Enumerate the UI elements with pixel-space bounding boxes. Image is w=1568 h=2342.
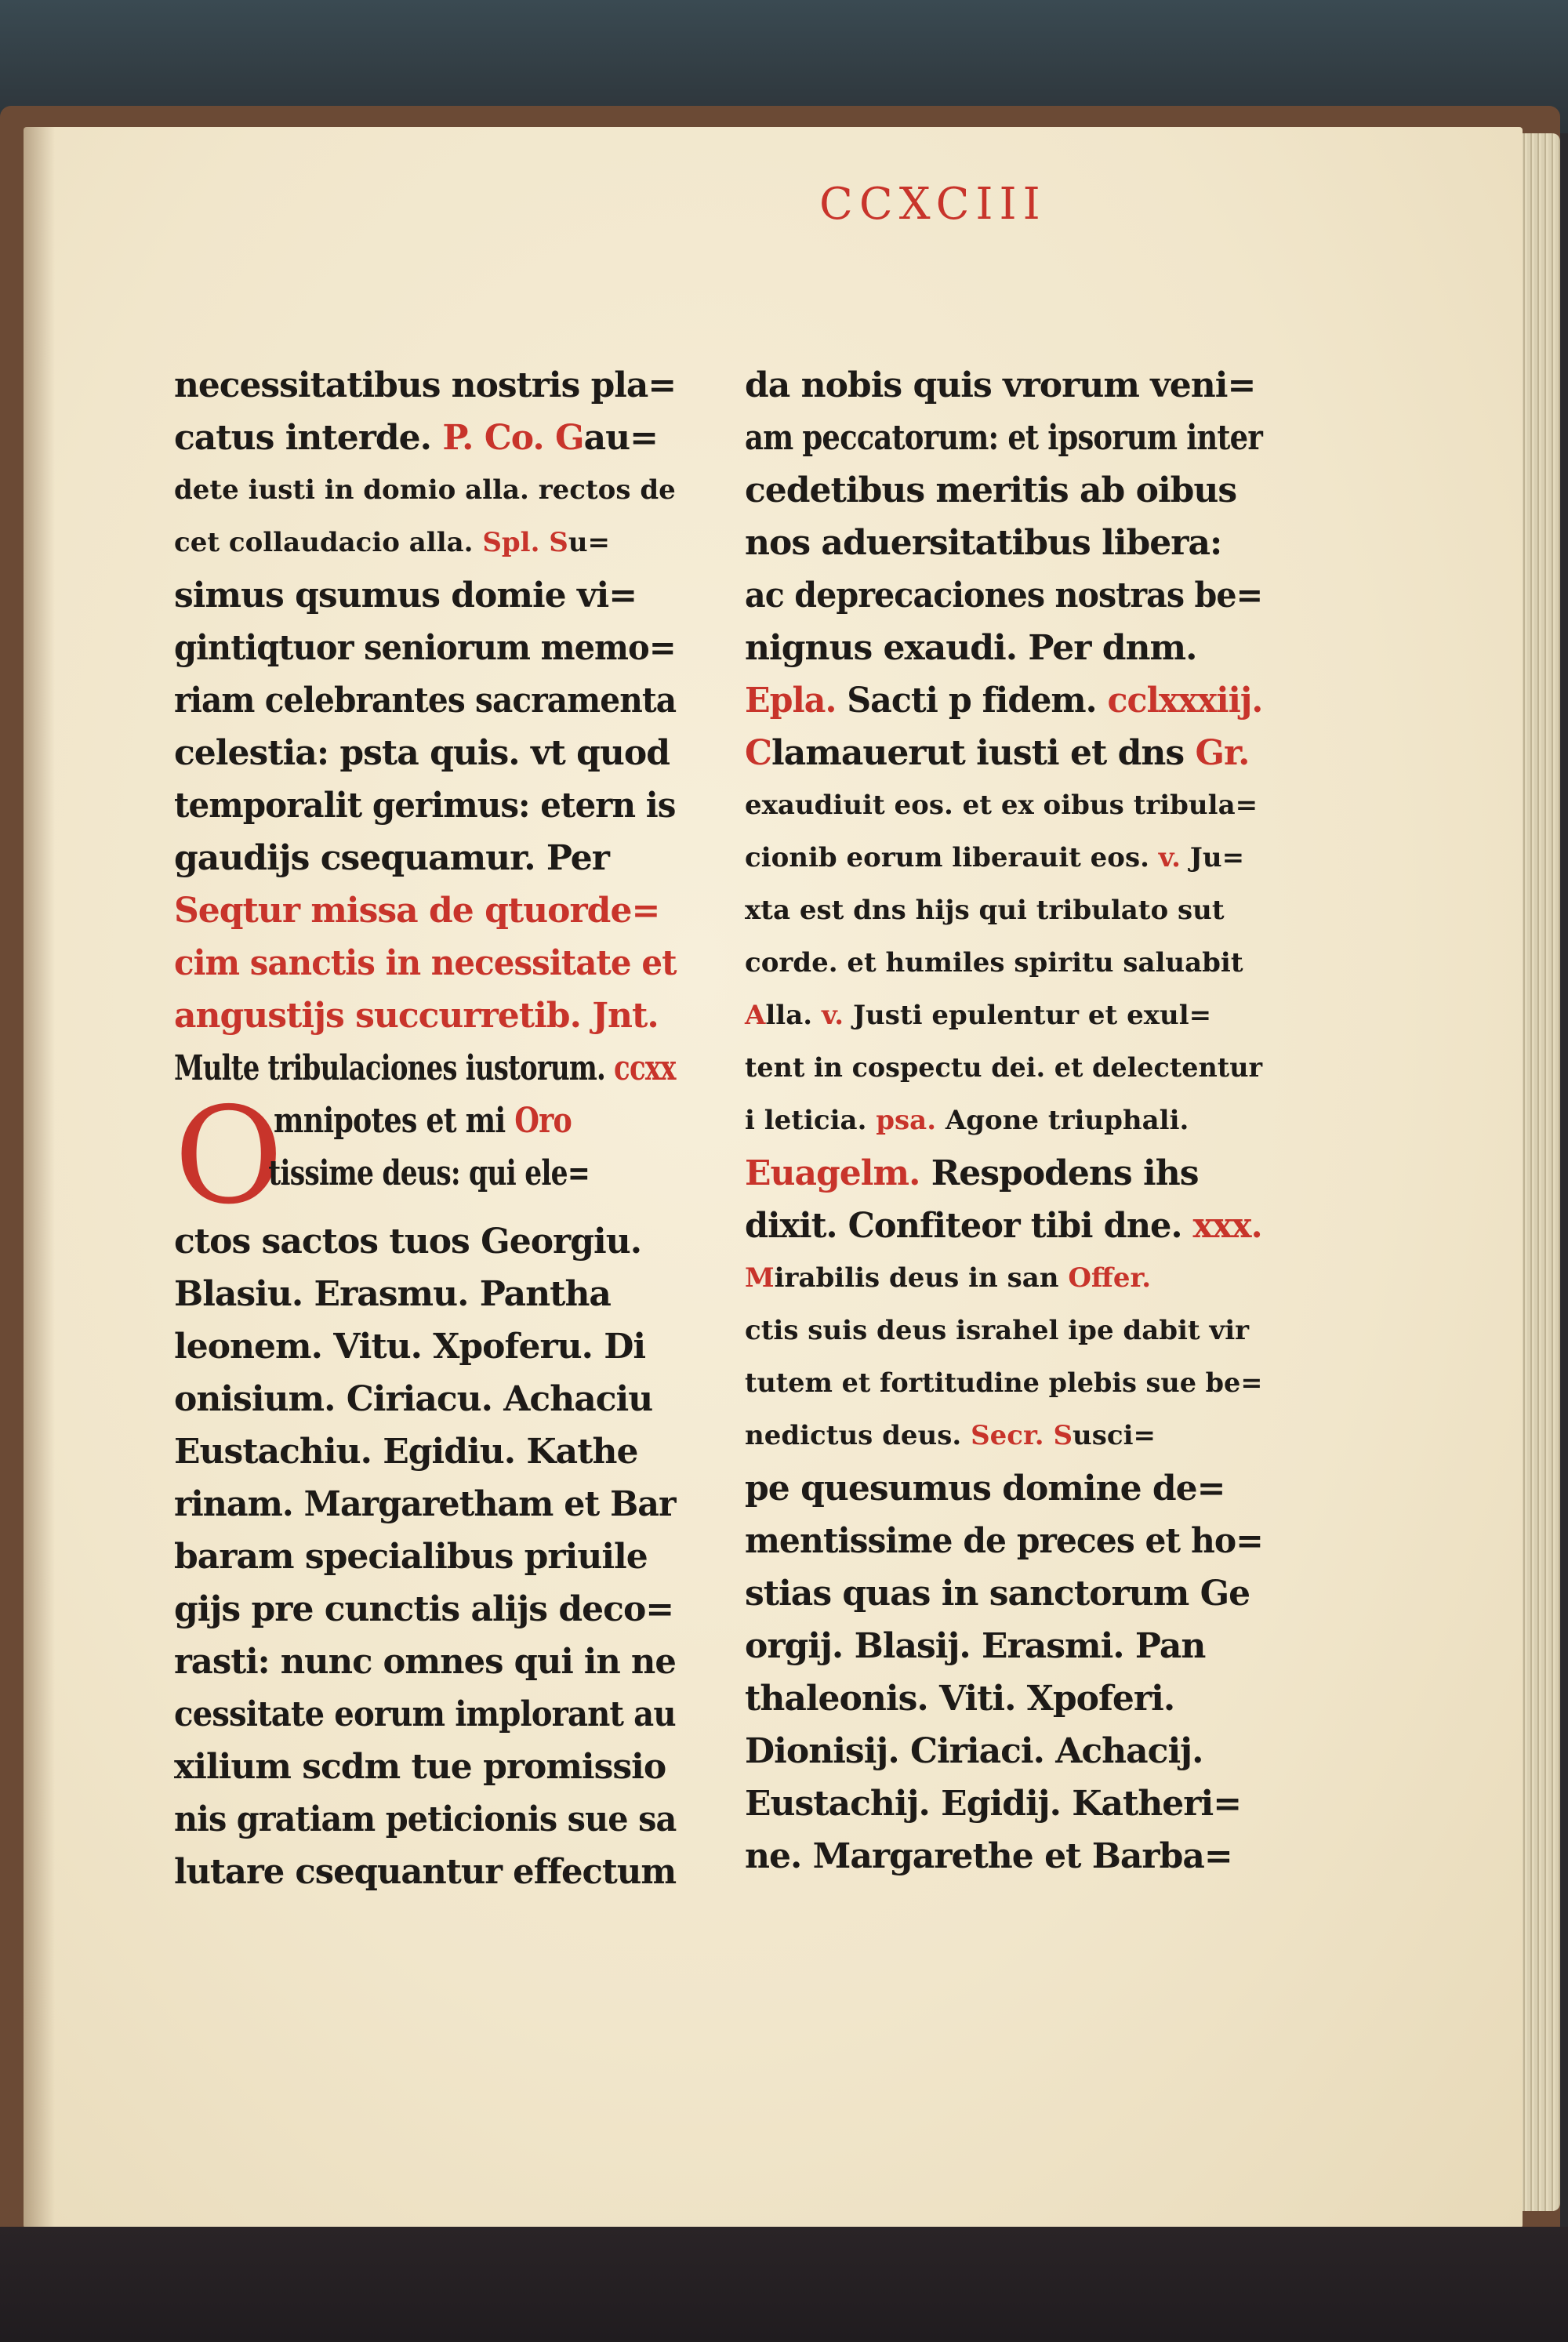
rubric-text: v.	[1158, 842, 1190, 873]
text-line	[745, 1042, 1263, 1095]
rubric-text: Gr.	[1195, 733, 1250, 773]
rubric-text: Jnt.	[592, 996, 659, 1036]
body-text: gaudijs csequamur. Per	[174, 838, 609, 878]
rubric-text: Spl. S	[482, 527, 568, 558]
text-line	[174, 1147, 590, 1200]
body-text: mnipotes et mi	[273, 1101, 515, 1141]
body-text: pe quesumus domine de=	[745, 1469, 1225, 1509]
body-text: gintiqtuor seniorum memo=	[174, 628, 676, 668]
text-line	[745, 412, 1262, 464]
text-line	[745, 1830, 1262, 1883]
body-text: Sacti p fidem.	[847, 681, 1108, 721]
rubric-text: Oro	[514, 1101, 572, 1141]
text-line	[745, 727, 1262, 779]
body-text: am peccatorum: et ipsorum inter	[745, 418, 1262, 458]
body-text: cessitate eorum implorant au	[174, 1694, 676, 1734]
text-line	[174, 1793, 677, 1846]
text-line	[745, 884, 1262, 937]
body-text: xta est dns hijs qui tribulato sut	[745, 895, 1225, 926]
body-text: simus qsumus domie vi=	[174, 576, 637, 615]
rubric-text: cim sanctis in necessitate et	[174, 943, 677, 983]
body-text: baram specialibus priuile	[174, 1537, 648, 1577]
body-text: au=	[583, 418, 658, 458]
body-text: riam celebrantes sacramenta	[174, 681, 677, 721]
drop-cap: O	[174, 1095, 284, 1215]
body-text: da nobis quis vrorum veni=	[745, 365, 1256, 405]
rubric-text: Epla.	[745, 681, 848, 721]
body-text: usci=	[1073, 1420, 1156, 1451]
body-text: nos aduersitatibus libera:	[745, 523, 1222, 563]
body-text: tent in cospectu dei. et delectentur	[745, 1052, 1263, 1084]
rubric-text: P. Co. G	[442, 418, 584, 458]
body-text: leonem. Vitu. Xpoferu. Di	[174, 1327, 646, 1367]
text-line	[174, 1095, 590, 1147]
right-column-lines	[745, 359, 1262, 1883]
body-text: ne. Margarethe et Barba=	[745, 1836, 1232, 1876]
body-text: Multe tribulaciones iustorum.	[174, 1048, 615, 1088]
text-line	[745, 937, 1262, 989]
text-line	[745, 1672, 1262, 1725]
text-line	[174, 832, 676, 884]
text-line	[745, 1567, 1262, 1620]
rubric-text: xxx.	[1192, 1206, 1262, 1246]
text-line	[174, 1268, 676, 1320]
rubric-text: M	[745, 1262, 775, 1294]
rubric-text: psa.	[876, 1105, 946, 1136]
right-column	[745, 359, 1262, 1883]
text-line	[745, 1305, 1262, 1357]
body-text: cedetibus meritis ab oibus	[745, 470, 1237, 510]
body-text: ctis suis deus israhel ipe dabit vir	[745, 1315, 1250, 1346]
rubric-text: v.	[821, 1000, 853, 1031]
body-text: mentissime de preces et ho=	[745, 1521, 1263, 1561]
folio-number: CCXCIII	[819, 179, 1047, 230]
body-text: Agone triuphali.	[945, 1105, 1189, 1136]
gutter-shadow	[24, 127, 55, 2228]
text-line	[745, 1462, 1262, 1515]
body-text: orgij. Blasij. Erasmi. Pan	[745, 1626, 1206, 1666]
body-text: Respodens ihs	[931, 1153, 1199, 1193]
text-line	[174, 1688, 676, 1741]
rubric-text: Secr. S	[971, 1420, 1073, 1451]
rubric-text: angustijs succurretib.	[174, 996, 593, 1036]
text-line	[174, 779, 676, 832]
body-text: u=	[568, 527, 611, 558]
text-line	[745, 1515, 1263, 1567]
rubric-text: ccxx	[614, 1048, 676, 1088]
text-line	[174, 569, 676, 622]
body-text: cionib eorum liberauit eos.	[745, 842, 1159, 873]
body-text: ac deprecaciones nostras be=	[745, 576, 1263, 615]
body-text: nis gratiam peticionis sue sa	[174, 1799, 677, 1839]
rubric-text: A	[745, 1000, 766, 1031]
text-line	[745, 464, 1262, 517]
text-line	[174, 1583, 676, 1636]
body-text: stias quas in sanctorum Ge	[745, 1574, 1250, 1614]
text-line	[174, 1741, 676, 1793]
text-line	[745, 1095, 1262, 1147]
body-text: xilium scdm tue promissio	[174, 1747, 666, 1787]
text-line	[745, 832, 1262, 884]
text-line	[174, 1846, 677, 1898]
rubric-text: Seqtur missa de qtuorde=	[174, 891, 660, 931]
left-column-lines	[174, 359, 676, 1095]
rubric-text: Euagelm.	[745, 1153, 931, 1193]
text-line	[174, 1478, 676, 1530]
text-line	[174, 517, 676, 569]
text-line	[745, 1620, 1262, 1672]
rubric-text: Offer.	[1068, 1262, 1152, 1294]
body-text: ctos sactos tuos Georgiu.	[174, 1222, 642, 1262]
text-line	[174, 1425, 676, 1478]
body-text: celestia: psta quis. vt quod	[174, 733, 670, 773]
text-line	[745, 779, 1262, 832]
backdrop-bottom	[0, 2227, 1568, 2342]
text-line	[174, 1215, 676, 1268]
text-line	[745, 569, 1263, 622]
body-text: rinam. Margaretham et Bar	[174, 1484, 676, 1524]
body-text: cet collaudacio alla.	[174, 527, 483, 558]
text-line	[745, 1410, 1262, 1462]
body-text: gijs pre cunctis alijs deco=	[174, 1589, 674, 1629]
body-text: Eustachij. Egidij. Katheri=	[745, 1784, 1242, 1824]
text-line	[174, 727, 676, 779]
text-line	[174, 1042, 676, 1095]
text-line	[745, 674, 1263, 727]
body-text: lla.	[765, 1000, 822, 1031]
body-text: nedictus deus.	[745, 1420, 971, 1451]
body-text: catus interde.	[174, 418, 443, 458]
body-text: lutare csequantur effectum	[174, 1852, 677, 1892]
body-text: nignus exaudi. Per dnm.	[745, 628, 1197, 668]
text-line	[174, 1636, 676, 1688]
text-line	[745, 517, 1262, 569]
text-line	[174, 412, 676, 464]
text-line	[174, 674, 677, 727]
text-line	[745, 989, 1262, 1042]
body-text: thaleonis. Viti. Xpoferi.	[745, 1679, 1175, 1719]
text-line	[745, 1357, 1263, 1410]
text-line	[174, 1373, 676, 1425]
body-text: Dionisij. Ciriaci. Achacij.	[745, 1731, 1203, 1771]
text-line	[745, 1725, 1262, 1777]
rubric-text: C	[745, 733, 772, 773]
body-text: dete iusti in domio alla. rectos de	[174, 474, 676, 506]
body-text: i leticia.	[745, 1105, 877, 1136]
text-line	[174, 622, 676, 674]
text-line	[174, 1320, 676, 1373]
body-text: Ju=	[1189, 842, 1245, 873]
body-text: tutem et fortitudine plebis sue be=	[745, 1367, 1263, 1399]
rubric-text: cclxxxiij.	[1107, 681, 1263, 721]
body-text: onisium. Ciriacu. Achaciu	[174, 1379, 653, 1419]
body-text: lamauerut iusti et dns	[771, 733, 1196, 773]
text-line	[174, 989, 676, 1042]
body-text: Justi epulentur et exul=	[852, 1000, 1212, 1031]
body-text: tissime deus: qui ele=	[268, 1153, 590, 1193]
body-text: rasti: nunc omnes qui in ne	[174, 1642, 676, 1682]
body-text: irabilis deus in san	[774, 1262, 1069, 1294]
text-line	[745, 622, 1262, 674]
text-line	[174, 359, 677, 412]
text-line	[745, 1200, 1262, 1252]
drop-cap-lines	[174, 1095, 676, 1200]
drop-cap-block	[174, 1095, 676, 1215]
body-text: Eustachiu. Egidiu. Kathe	[174, 1432, 638, 1472]
body-text: dixit. Confiteor tibi dne.	[745, 1206, 1193, 1246]
text-line	[174, 884, 676, 937]
body-text: temporalit gerimus: etern is	[174, 786, 676, 826]
body-text: exaudiuit eos. et ex oibus tribula=	[745, 790, 1258, 821]
text-line	[745, 1147, 1262, 1200]
text-line	[174, 937, 677, 989]
text-line	[174, 464, 676, 517]
text-line	[174, 1530, 676, 1583]
text-line	[745, 1777, 1262, 1830]
text-line	[745, 359, 1262, 412]
body-text: corde. et humiles spiritu saluabit	[745, 947, 1243, 979]
body-text: Blasiu. Erasmu. Pantha	[174, 1274, 611, 1314]
left-column-lines-continued	[174, 1215, 676, 1898]
left-column	[174, 359, 676, 1898]
text-line	[745, 1252, 1262, 1305]
body-text: necessitatibus nostris pla=	[174, 365, 677, 405]
